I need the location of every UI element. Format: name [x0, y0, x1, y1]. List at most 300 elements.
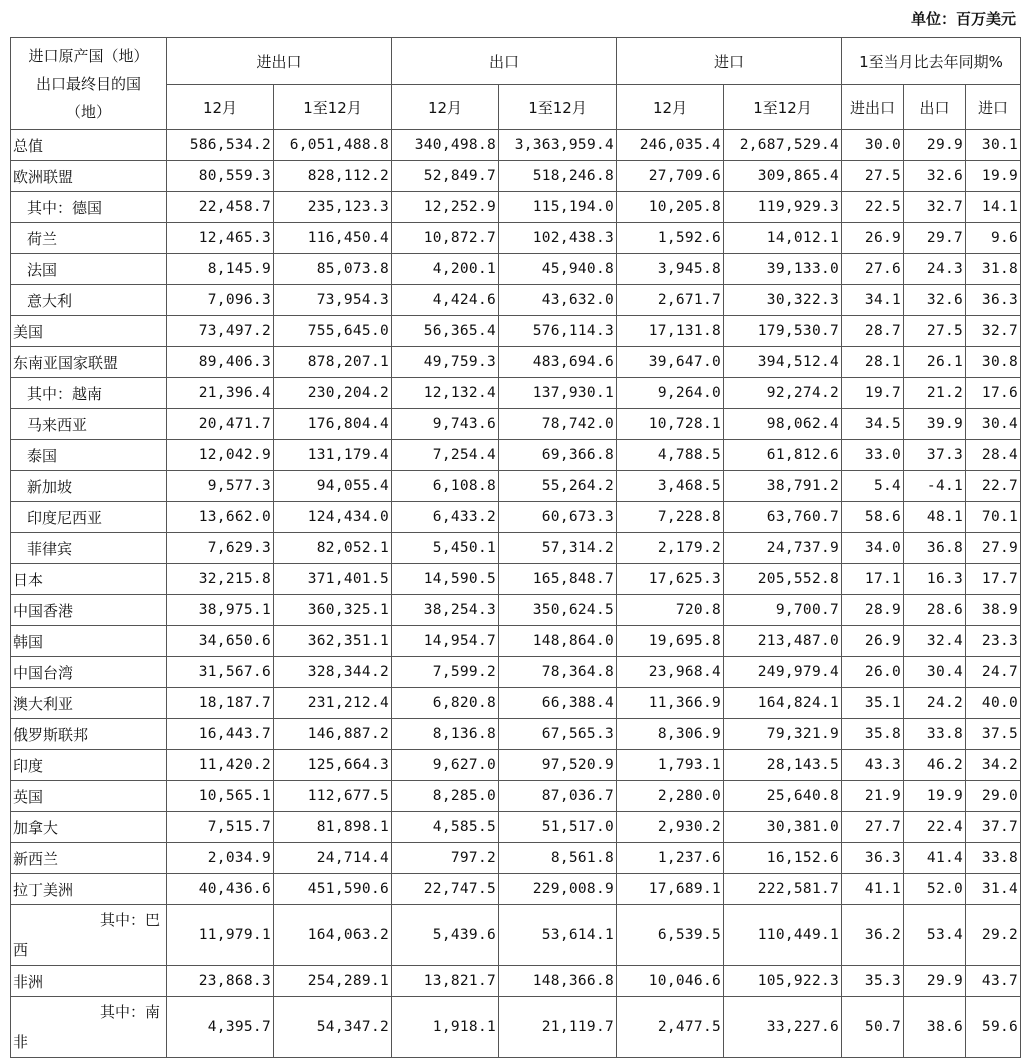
table-row: [11, 781, 1021, 812]
cell-value: 22.7: [966, 471, 1021, 502]
cell-value: 23,968.4: [617, 657, 724, 688]
cell-value: 19,695.8: [617, 626, 724, 657]
cell-value: 11,420.2: [167, 750, 274, 781]
cell-value: 30.4: [966, 409, 1021, 440]
cell-value: 54,347.2: [274, 997, 392, 1058]
cell-value: 2,179.2: [617, 533, 724, 564]
cell-value: 5,450.1: [392, 533, 499, 564]
cell-value: 350,624.5: [499, 595, 617, 626]
cell-value: 30,322.3: [724, 285, 842, 316]
cell-value: 451,590.6: [274, 874, 392, 905]
cell-value: 4,424.6: [392, 285, 499, 316]
cell-value: 39,133.0: [724, 254, 842, 285]
header-sub-4: 1至12月: [499, 85, 617, 130]
cell-value: 14,012.1: [724, 223, 842, 254]
cell-value: 40,436.6: [167, 874, 274, 905]
cell-value: 69,366.8: [499, 440, 617, 471]
cell-value: 7,228.8: [617, 502, 724, 533]
unit-label: 单位：百万美元: [910, 10, 1016, 28]
cell-value: 124,434.0: [274, 502, 392, 533]
cell-value: 1,592.6: [617, 223, 724, 254]
table-row: [11, 130, 1021, 161]
cell-value: 26.9: [842, 223, 904, 254]
table-row: [11, 409, 1021, 440]
row-name: 印度尼西亚: [11, 502, 167, 533]
table-row: [11, 843, 1021, 874]
cell-value: 78,742.0: [499, 409, 617, 440]
cell-value: 8,285.0: [392, 781, 499, 812]
cell-value: 12,465.3: [167, 223, 274, 254]
row-name: 法国: [11, 254, 167, 285]
cell-value: 2,930.2: [617, 812, 724, 843]
cell-value: 230,204.2: [274, 378, 392, 409]
row-name: 非洲: [11, 966, 167, 997]
cell-value: 16,443.7: [167, 719, 274, 750]
row-name: 新加坡: [11, 471, 167, 502]
cell-value: 148,366.8: [499, 966, 617, 997]
table-row: [11, 966, 1021, 997]
row-name-line-2: 西: [13, 941, 29, 959]
cell-value: 176,804.4: [274, 409, 392, 440]
cell-value: 79,321.9: [724, 719, 842, 750]
cell-value: 12,042.9: [167, 440, 274, 471]
cell-value: 720.8: [617, 595, 724, 626]
cell-value: 36.2: [842, 905, 904, 966]
row-name: 马来西亚: [11, 409, 167, 440]
cell-value: 22.5: [842, 192, 904, 223]
cell-value: 94,055.4: [274, 471, 392, 502]
cell-value: 37.7: [966, 812, 1021, 843]
cell-value: 8,561.8: [499, 843, 617, 874]
cell-value: 24.3: [904, 254, 966, 285]
cell-value: 246,035.4: [617, 130, 724, 161]
cell-value: 137,930.1: [499, 378, 617, 409]
cell-value: 13,662.0: [167, 502, 274, 533]
row-name-line-1: 其中：南: [99, 1003, 160, 1021]
cell-value: 17.6: [966, 378, 1021, 409]
corner-line-2: 出口最终目的国: [35, 74, 141, 93]
corner-line-1: 进口原产国（地）: [28, 46, 149, 65]
table-row: [11, 719, 1021, 750]
cell-value: 7,254.4: [392, 440, 499, 471]
cell-value: 3,468.5: [617, 471, 724, 502]
row-name: 荷兰: [11, 223, 167, 254]
cell-value: 797.2: [392, 843, 499, 874]
cell-value: 66,388.4: [499, 688, 617, 719]
header-group-import: 进口: [617, 38, 842, 85]
cell-value: 39.9: [904, 409, 966, 440]
cell-value: 6,108.8: [392, 471, 499, 502]
row-name: 中国香港: [11, 595, 167, 626]
header-sub-3: 12月: [392, 85, 499, 130]
cell-value: 6,433.2: [392, 502, 499, 533]
cell-value: 29.9: [904, 966, 966, 997]
table-row: [11, 688, 1021, 719]
cell-value: 110,449.1: [724, 905, 842, 966]
cell-value: 48.1: [904, 502, 966, 533]
table-row: [11, 347, 1021, 378]
cell-value: 10,872.7: [392, 223, 499, 254]
cell-value: 23,868.3: [167, 966, 274, 997]
cell-value: 33,227.6: [724, 997, 842, 1058]
cell-value: 254,289.1: [274, 966, 392, 997]
cell-value: 92,274.2: [724, 378, 842, 409]
cell-value: 340,498.8: [392, 130, 499, 161]
table-row: [11, 471, 1021, 502]
cell-value: 26.1: [904, 347, 966, 378]
cell-value: 878,207.1: [274, 347, 392, 378]
cell-value: 8,136.8: [392, 719, 499, 750]
header-sub-2: 1至12月: [274, 85, 392, 130]
table-row: [11, 254, 1021, 285]
cell-value: 35.3: [842, 966, 904, 997]
cell-value: 518,246.8: [499, 161, 617, 192]
cell-value: 4,395.7: [167, 997, 274, 1058]
cell-value: 164,824.1: [724, 688, 842, 719]
cell-value: 27,709.6: [617, 161, 724, 192]
cell-value: 41.1: [842, 874, 904, 905]
cell-value: 39,647.0: [617, 347, 724, 378]
cell-value: 26.9: [842, 626, 904, 657]
cell-value: 19.9: [904, 781, 966, 812]
row-name: [11, 997, 167, 1058]
cell-value: 9,264.0: [617, 378, 724, 409]
cell-value: 28.9: [842, 595, 904, 626]
cell-value: 28.4: [966, 440, 1021, 471]
row-name: 新西兰: [11, 843, 167, 874]
header-group-yoy: 1至当月比去年同期%: [842, 38, 1021, 85]
row-name: 意大利: [11, 285, 167, 316]
cell-value: 33.0: [842, 440, 904, 471]
cell-value: 16.3: [904, 564, 966, 595]
cell-value: 4,585.5: [392, 812, 499, 843]
cell-value: 32.6: [904, 285, 966, 316]
cell-value: 89,406.3: [167, 347, 274, 378]
cell-value: 31.4: [966, 874, 1021, 905]
cell-value: 67,565.3: [499, 719, 617, 750]
cell-value: 57,314.2: [499, 533, 617, 564]
cell-value: 52.0: [904, 874, 966, 905]
cell-value: 115,194.0: [499, 192, 617, 223]
cell-value: 36.3: [966, 285, 1021, 316]
cell-value: 45,940.8: [499, 254, 617, 285]
cell-value: 30.0: [842, 130, 904, 161]
cell-value: 55,264.2: [499, 471, 617, 502]
table-row: [11, 440, 1021, 471]
table-row: [11, 316, 1021, 347]
cell-value: 5,439.6: [392, 905, 499, 966]
cell-value: 9,700.7: [724, 595, 842, 626]
cell-value: 483,694.6: [499, 347, 617, 378]
cell-value: 32.4: [904, 626, 966, 657]
row-name: 加拿大: [11, 812, 167, 843]
cell-value: 16,152.6: [724, 843, 842, 874]
header-sub-9: 进口: [966, 85, 1021, 130]
row-name: 印度: [11, 750, 167, 781]
row-name-line-2: 非: [13, 1033, 29, 1051]
cell-value: 30.1: [966, 130, 1021, 161]
row-name: [11, 905, 167, 966]
header-group-export: 出口: [392, 38, 617, 85]
cell-value: 35.1: [842, 688, 904, 719]
cell-value: 165,848.7: [499, 564, 617, 595]
cell-value: 14,954.7: [392, 626, 499, 657]
cell-value: 20,471.7: [167, 409, 274, 440]
row-name: 日本: [11, 564, 167, 595]
row-name: 英国: [11, 781, 167, 812]
cell-value: 59.6: [966, 997, 1021, 1058]
row-name: 总值: [11, 130, 167, 161]
cell-value: 131,179.4: [274, 440, 392, 471]
table-row: [11, 223, 1021, 254]
cell-value: 10,205.8: [617, 192, 724, 223]
cell-value: 146,887.2: [274, 719, 392, 750]
cell-value: 78,364.8: [499, 657, 617, 688]
cell-value: 32.7: [966, 316, 1021, 347]
cell-value: 46.2: [904, 750, 966, 781]
cell-value: 112,677.5: [274, 781, 392, 812]
header-group-total: 进出口: [167, 38, 392, 85]
table-row: [11, 192, 1021, 223]
cell-value: 32.7: [904, 192, 966, 223]
row-name: 拉丁美洲: [11, 874, 167, 905]
cell-value: 24,737.9: [724, 533, 842, 564]
cell-value: 6,539.5: [617, 905, 724, 966]
cell-value: 19.7: [842, 378, 904, 409]
cell-value: 40.0: [966, 688, 1021, 719]
cell-value: 38,791.2: [724, 471, 842, 502]
cell-value: 4,788.5: [617, 440, 724, 471]
header-sub-6: 1至12月: [724, 85, 842, 130]
cell-value: 26.0: [842, 657, 904, 688]
cell-value: 70.1: [966, 502, 1021, 533]
cell-value: 9,743.6: [392, 409, 499, 440]
cell-value: 21.9: [842, 781, 904, 812]
cell-value: 24,714.4: [274, 843, 392, 874]
table-row: [11, 533, 1021, 564]
cell-value: 105,922.3: [724, 966, 842, 997]
cell-value: 164,063.2: [274, 905, 392, 966]
cell-value: 21.2: [904, 378, 966, 409]
cell-value: 34.1: [842, 285, 904, 316]
cell-value: 29.0: [966, 781, 1021, 812]
cell-value: 28.7: [842, 316, 904, 347]
cell-value: 27.7: [842, 812, 904, 843]
cell-value: -4.1: [904, 471, 966, 502]
cell-value: 10,565.1: [167, 781, 274, 812]
cell-value: 2,477.5: [617, 997, 724, 1058]
cell-value: 205,552.8: [724, 564, 842, 595]
cell-value: 34.5: [842, 409, 904, 440]
cell-value: 1,237.6: [617, 843, 724, 874]
row-name: 其中：德国: [11, 192, 167, 223]
row-name: 欧洲联盟: [11, 161, 167, 192]
cell-value: 37.5: [966, 719, 1021, 750]
row-name: 菲律宾: [11, 533, 167, 564]
corner-line-3: （地）: [65, 102, 111, 121]
cell-value: 8,145.9: [167, 254, 274, 285]
cell-value: 12,252.9: [392, 192, 499, 223]
cell-value: 7,096.3: [167, 285, 274, 316]
cell-value: 309,865.4: [724, 161, 842, 192]
cell-value: 24.7: [966, 657, 1021, 688]
cell-value: 97,520.9: [499, 750, 617, 781]
table-row: [11, 997, 1021, 1058]
cell-value: 17,689.1: [617, 874, 724, 905]
table-row: [11, 502, 1021, 533]
cell-value: 229,008.9: [499, 874, 617, 905]
cell-value: 37.3: [904, 440, 966, 471]
header-corner: [11, 38, 167, 130]
cell-value: 29.9: [904, 130, 966, 161]
header-sub-5: 12月: [617, 85, 724, 130]
cell-value: 2,280.0: [617, 781, 724, 812]
cell-value: 56,365.4: [392, 316, 499, 347]
cell-value: 85,073.8: [274, 254, 392, 285]
cell-value: 50.7: [842, 997, 904, 1058]
header-row-groups: [11, 38, 1021, 85]
cell-value: 231,212.4: [274, 688, 392, 719]
row-name-line-1: 其中：巴: [99, 911, 160, 929]
cell-value: 394,512.4: [724, 347, 842, 378]
cell-value: 27.5: [904, 316, 966, 347]
cell-value: 148,864.0: [499, 626, 617, 657]
cell-value: 576,114.3: [499, 316, 617, 347]
cell-value: 17,131.8: [617, 316, 724, 347]
table-row: [11, 161, 1021, 192]
row-name: 俄罗斯联邦: [11, 719, 167, 750]
cell-value: 49,759.3: [392, 347, 499, 378]
cell-value: 53.4: [904, 905, 966, 966]
cell-value: 73,497.2: [167, 316, 274, 347]
cell-value: 17,625.3: [617, 564, 724, 595]
cell-value: 30,381.0: [724, 812, 842, 843]
cell-value: 235,123.3: [274, 192, 392, 223]
table-row: [11, 285, 1021, 316]
cell-value: 21,396.4: [167, 378, 274, 409]
cell-value: 82,052.1: [274, 533, 392, 564]
table-row: [11, 657, 1021, 688]
cell-value: 81,898.1: [274, 812, 392, 843]
cell-value: 73,954.3: [274, 285, 392, 316]
cell-value: 2,687,529.4: [724, 130, 842, 161]
cell-value: 22.4: [904, 812, 966, 843]
cell-value: 38,975.1: [167, 595, 274, 626]
trade-table: [10, 37, 1021, 1058]
cell-value: 25,640.8: [724, 781, 842, 812]
cell-value: 11,979.1: [167, 905, 274, 966]
cell-value: 9,577.3: [167, 471, 274, 502]
cell-value: 249,979.4: [724, 657, 842, 688]
cell-value: 1,793.1: [617, 750, 724, 781]
cell-value: 9.6: [966, 223, 1021, 254]
cell-value: 58.6: [842, 502, 904, 533]
cell-value: 119,929.3: [724, 192, 842, 223]
table-row: [11, 378, 1021, 409]
cell-value: 38.6: [904, 997, 966, 1058]
cell-value: 17.7: [966, 564, 1021, 595]
cell-value: 35.8: [842, 719, 904, 750]
cell-value: 31.8: [966, 254, 1021, 285]
cell-value: 23.3: [966, 626, 1021, 657]
cell-value: 14.1: [966, 192, 1021, 223]
cell-value: 34,650.6: [167, 626, 274, 657]
cell-value: 31,567.6: [167, 657, 274, 688]
cell-value: 28,143.5: [724, 750, 842, 781]
cell-value: 4,200.1: [392, 254, 499, 285]
cell-value: 30.8: [966, 347, 1021, 378]
cell-value: 34.2: [966, 750, 1021, 781]
cell-value: 38,254.3: [392, 595, 499, 626]
cell-value: 17.1: [842, 564, 904, 595]
cell-value: 7,629.3: [167, 533, 274, 564]
cell-value: 53,614.1: [499, 905, 617, 966]
cell-value: 60,673.3: [499, 502, 617, 533]
cell-value: 3,363,959.4: [499, 130, 617, 161]
cell-value: 213,487.0: [724, 626, 842, 657]
cell-value: 18,187.7: [167, 688, 274, 719]
cell-value: 125,664.3: [274, 750, 392, 781]
cell-value: 1,918.1: [392, 997, 499, 1058]
cell-value: 33.8: [966, 843, 1021, 874]
cell-value: 98,062.4: [724, 409, 842, 440]
cell-value: 29.7: [904, 223, 966, 254]
cell-value: 5.4: [842, 471, 904, 502]
header-sub-1: 12月: [167, 85, 274, 130]
cell-value: 19.9: [966, 161, 1021, 192]
table-row: [11, 595, 1021, 626]
row-name: 东南亚国家联盟: [11, 347, 167, 378]
cell-value: 33.8: [904, 719, 966, 750]
row-name: 韩国: [11, 626, 167, 657]
cell-value: 43.7: [966, 966, 1021, 997]
cell-value: 36.3: [842, 843, 904, 874]
cell-value: 371,401.5: [274, 564, 392, 595]
cell-value: 14,590.5: [392, 564, 499, 595]
cell-value: 27.6: [842, 254, 904, 285]
cell-value: 9,627.0: [392, 750, 499, 781]
cell-value: 11,366.9: [617, 688, 724, 719]
cell-value: 29.2: [966, 905, 1021, 966]
cell-value: 27.9: [966, 533, 1021, 564]
cell-value: 34.0: [842, 533, 904, 564]
cell-value: 102,438.3: [499, 223, 617, 254]
cell-value: 8,306.9: [617, 719, 724, 750]
table-row: [11, 564, 1021, 595]
cell-value: 6,820.8: [392, 688, 499, 719]
row-name: 中国台湾: [11, 657, 167, 688]
cell-value: 3,945.8: [617, 254, 724, 285]
cell-value: 22,458.7: [167, 192, 274, 223]
cell-value: 13,821.7: [392, 966, 499, 997]
cell-value: 222,581.7: [724, 874, 842, 905]
cell-value: 12,132.4: [392, 378, 499, 409]
cell-value: 32,215.8: [167, 564, 274, 595]
cell-value: 28.1: [842, 347, 904, 378]
row-name: 其中：越南: [11, 378, 167, 409]
cell-value: 2,671.7: [617, 285, 724, 316]
cell-value: 10,046.6: [617, 966, 724, 997]
cell-value: 38.9: [966, 595, 1021, 626]
cell-value: 41.4: [904, 843, 966, 874]
cell-value: 22,747.5: [392, 874, 499, 905]
cell-value: 52,849.7: [392, 161, 499, 192]
table-row: [11, 812, 1021, 843]
cell-value: 27.5: [842, 161, 904, 192]
table-row: [11, 874, 1021, 905]
cell-value: 179,530.7: [724, 316, 842, 347]
cell-value: 328,344.2: [274, 657, 392, 688]
